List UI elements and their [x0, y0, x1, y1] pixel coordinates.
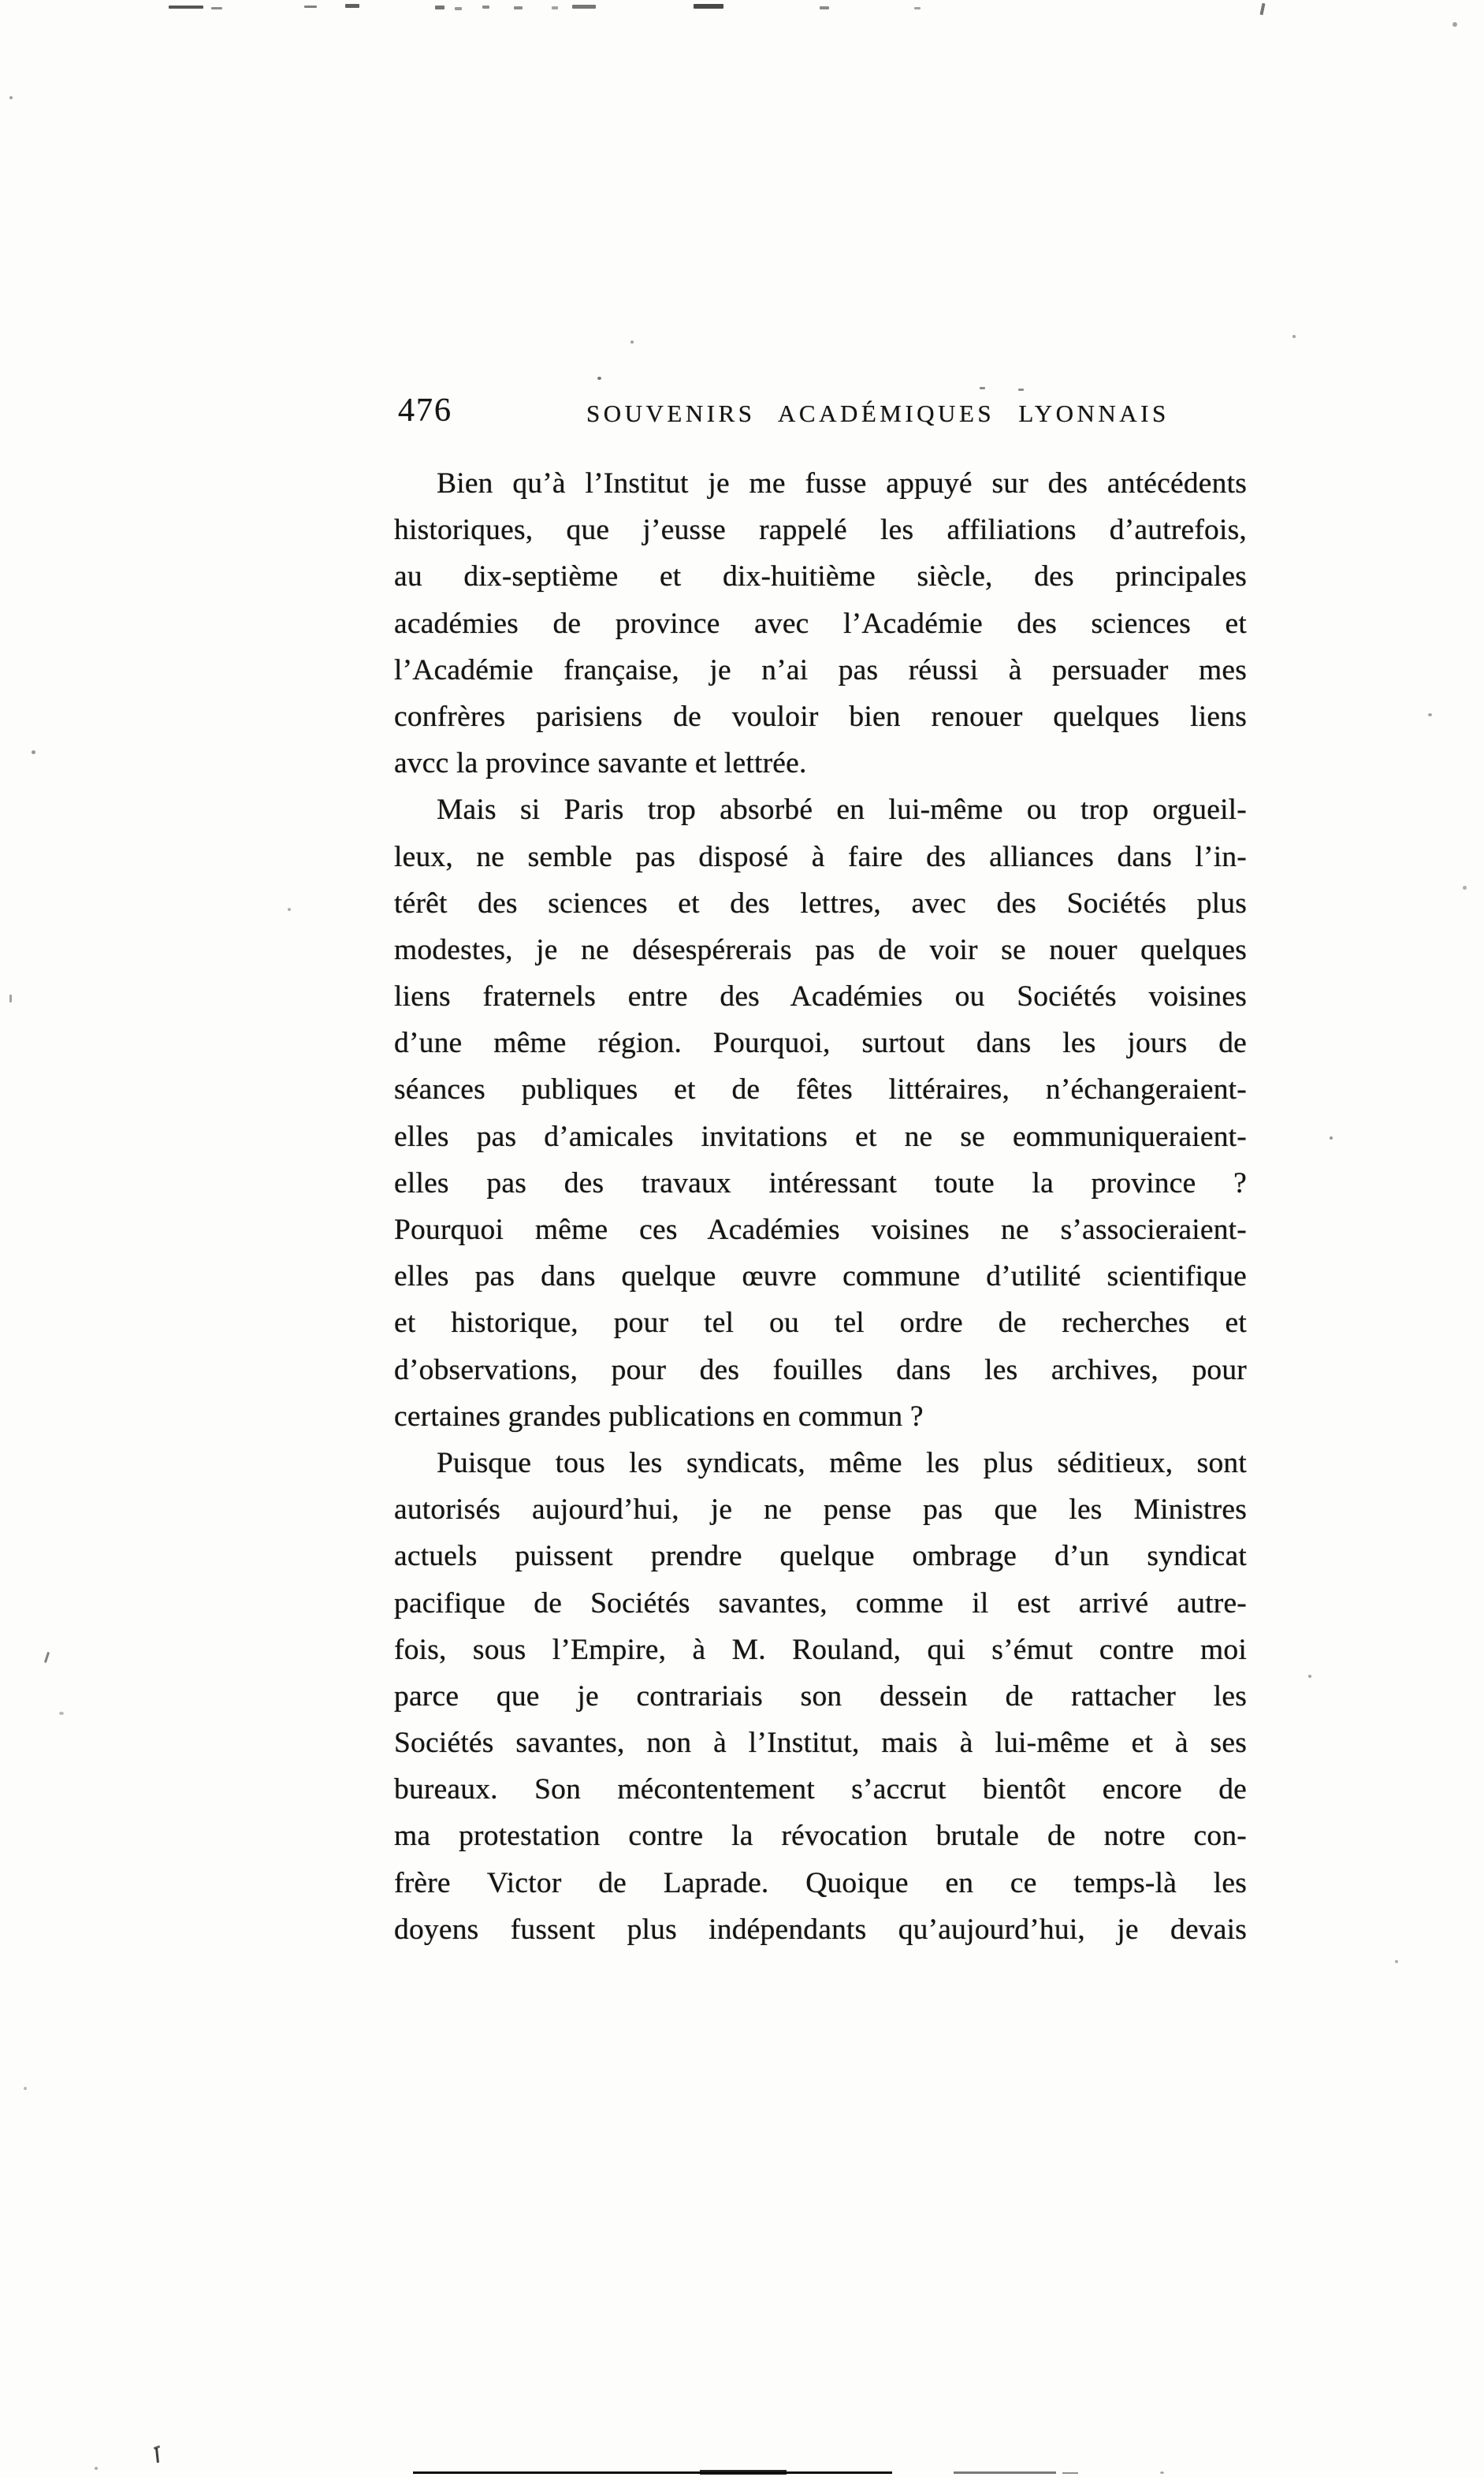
text-line: Bien qu’à l’Institut je me fusse appuyé sur des antécédents — [437, 467, 1247, 500]
scan-speck — [482, 6, 489, 9]
text-line: frère Victor de Laprade. Quoique en ce temps-là les — [394, 1866, 1247, 1899]
text-line: térêt des sciences et des lettres, avec des Sociétés plus — [394, 887, 1247, 920]
text-line: ma protestation contre la révocation brutale de notre con- — [394, 1820, 1247, 1853]
text-line: Pourquoi même ces Académies voisines ne s’associeraient- — [394, 1214, 1247, 1246]
text-line: d’observations, pour des fouilles dans les archives, pour — [394, 1353, 1247, 1386]
text-line: historiques, que j’eusse rappelé les affiliations d’autrefois, — [394, 514, 1247, 547]
scan-speck — [288, 908, 291, 911]
text-line: avcc la province savante et lettrée. — [394, 747, 807, 780]
scan-speck — [455, 7, 462, 10]
scan-speck — [597, 377, 601, 380]
scan-speck — [435, 6, 444, 9]
page-number: 476 — [398, 392, 452, 429]
text-line: d’une même région. Pourquoi, surtout dans les jours de — [394, 1027, 1247, 1060]
scan-speck — [211, 7, 222, 9]
scan-speck — [694, 4, 723, 9]
text-line: elles pas des travaux intéressant toute la province ? — [394, 1166, 1247, 1199]
body-text — [394, 460, 1247, 1953]
bottom-rule-blob — [700, 2470, 787, 2475]
scan-speck — [1428, 713, 1432, 716]
text-line: fois, sous l’Empire, à M. Rouland, qui s’émut contre moi — [394, 1633, 1247, 1666]
scan-speck — [514, 6, 523, 9]
text-line: parce que je contrariais son dessein de rattacher les — [394, 1679, 1247, 1713]
text-line: liens fraternels entre des Académies ou Sociétés voisines — [394, 980, 1247, 1013]
text-line: pacifique de Sociétés savantes, comme il est arrivé autre- — [394, 1586, 1247, 1620]
scan-speck — [1160, 2471, 1164, 2474]
scan-speck — [572, 5, 596, 9]
text-line: autorisés aujourd’hui, je ne pense pas que les Ministres — [394, 1493, 1247, 1527]
scan-speck — [9, 96, 13, 99]
text-line: et historique, pour tel ou tel ordre de recherches et — [394, 1307, 1247, 1340]
text-line: leux, ne semble pas disposé à faire des alliances dans l’in- — [394, 840, 1247, 873]
scan-speck — [630, 340, 634, 344]
text-line: elles pas d’amicales invitations et ne se eommuniqueraient- — [394, 1120, 1247, 1153]
text-line: Sociétés savantes, non à l’Institut, mais à lui-même et à ses — [394, 1727, 1247, 1760]
text-line: doyens fussent plus indépendants qu’aujourd’hui, je devais — [394, 1913, 1247, 1946]
scan-speck — [24, 2087, 27, 2090]
scan-speck — [169, 6, 203, 9]
scan-speck — [980, 387, 985, 389]
bottom-rule — [413, 2471, 892, 2474]
scan-speck — [44, 1652, 50, 1663]
text-line: au dix-septième et dix-huitième siècle, des principales — [394, 560, 1247, 593]
scan-speck — [32, 750, 35, 754]
bottom-rule-segment — [954, 2471, 1056, 2474]
running-title: SOUVENIRS ACADÉMIQUES LYONNAIS — [586, 400, 1170, 427]
text-line: modestes, je ne désespérerais pas de voir se nouer quelques — [394, 933, 1247, 966]
scan-speck — [1308, 1675, 1311, 1678]
scan-speck — [1292, 335, 1296, 338]
scan-speck — [820, 6, 829, 9]
text-line: actuels puissent prendre quelque ombrage d’un syndicat — [394, 1540, 1247, 1573]
text-line: certaines grandes publications en commun ? — [394, 1400, 924, 1433]
bottom-rule-segment — [1062, 2472, 1078, 2474]
scan-speck — [1330, 1136, 1333, 1140]
scan-speck — [345, 4, 359, 8]
scan-speck — [95, 2467, 98, 2470]
text-line: bureaux. Son mécontentement s’accrut bientôt encore de — [394, 1773, 1247, 1806]
text-line: séances publiques et de fêtes littéraires, n’échangeraient- — [394, 1073, 1247, 1106]
scan-speck — [1395, 1960, 1398, 1963]
scan-speck — [1259, 3, 1265, 16]
text-line: Mais si Paris trop absorbé en lui-même ou trop orgueil- — [437, 794, 1247, 827]
scan-speck — [552, 6, 558, 9]
scan-speck — [1018, 389, 1024, 391]
scan-speck — [9, 995, 12, 1002]
scan-mark — [155, 2448, 159, 2463]
text-line: Puisque tous les syndicats, même les plus séditieux, sont — [437, 1446, 1247, 1479]
scan-speck — [1452, 22, 1457, 27]
scan-speck — [59, 1712, 64, 1715]
text-line: académies de province avec l’Académie des sciences et — [394, 607, 1247, 640]
text-line: elles pas dans quelque œuvre commune d’utilité scientifique — [394, 1260, 1247, 1293]
text-line: l’Académie française, je n’ai pas réussi à persuader mes — [394, 653, 1247, 686]
scan-speck — [304, 6, 317, 8]
scan-speck — [1463, 886, 1467, 890]
scan-speck — [914, 7, 921, 9]
text-line: confrères parisiens de vouloir bien renouer quelques liens — [394, 700, 1247, 733]
